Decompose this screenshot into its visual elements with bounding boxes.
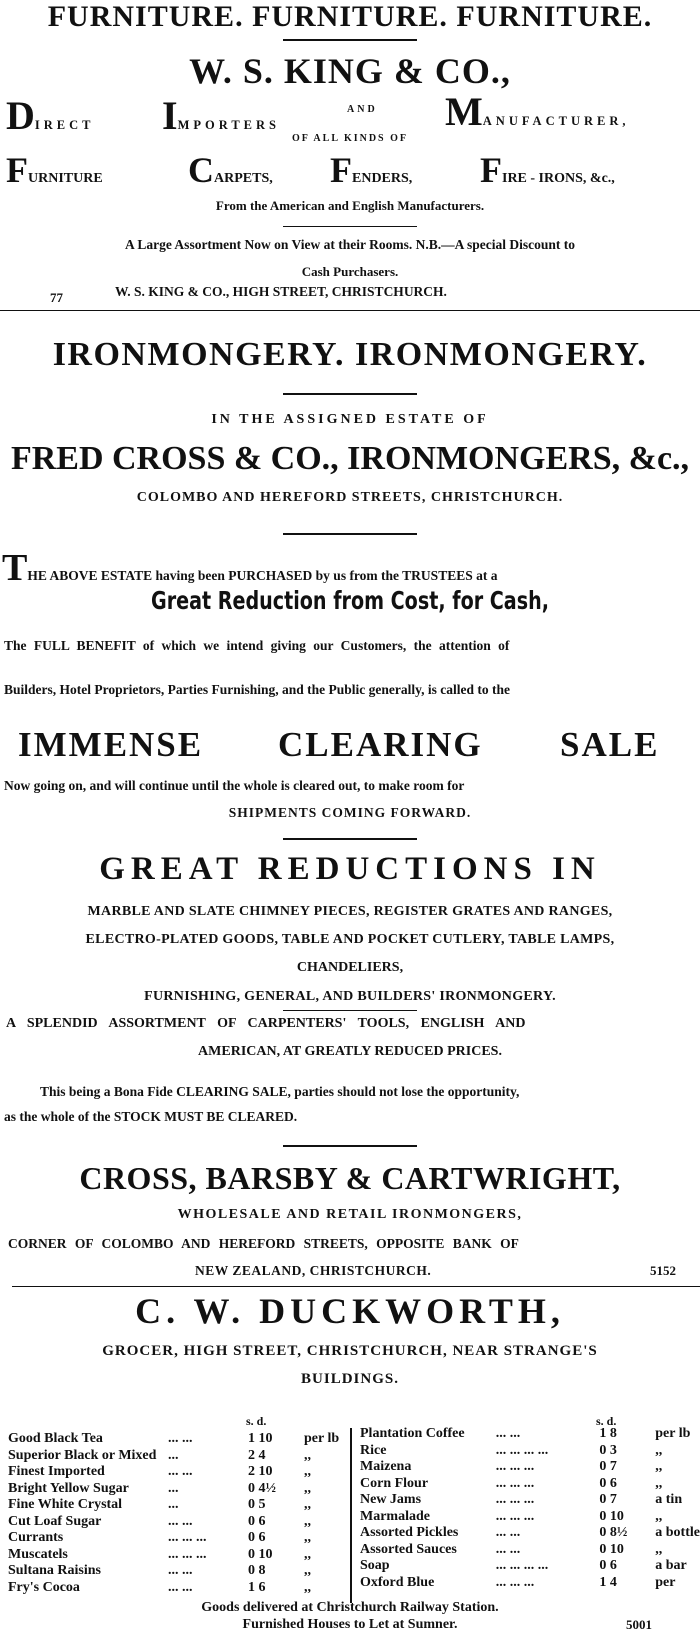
price-row-price: 0 6 [248, 1513, 266, 1529]
price-row [8, 1547, 358, 1564]
price-row-dots: ... ... ... [495, 1492, 535, 1507]
and-word: AND [347, 104, 378, 115]
price-row [360, 1492, 700, 1509]
duckworth-ref: 5001 [626, 1617, 652, 1632]
price-row-price: 0 6 [599, 1558, 617, 1573]
price-row-unit: ,, [304, 1563, 311, 1578]
price-row-name: Currants [8, 1530, 64, 1545]
price-row-price: 0 4½ [248, 1480, 276, 1496]
price-row-name: Assorted Pickles [360, 1525, 459, 1540]
king-assortment: A Large Assortment Now on View at their Rooms. N.B.—A special Discount to [124, 237, 576, 252]
going-on-line: Now going on, and will continue until the whole is cleared out, to make room for [4, 778, 465, 793]
price-row [8, 1514, 358, 1531]
splendid-line-1: A SPLENDID ASSORTMENT OF CARPENTERS' TOOLS, ENGLISH AND [6, 1016, 526, 1031]
price-row-price: 0 8 [248, 1563, 266, 1578]
king-from: From the American and English Manufacturers. [215, 198, 485, 213]
price-row-name: Sultana Raisins [8, 1563, 101, 1578]
iron-headline: IRONMONGERY. IRONMONGERY. [52, 336, 648, 373]
price-row-price: 0 10 [599, 1541, 624, 1557]
corner-line: CORNER OF COLOMBO AND HEREFORD STREETS, OPPOSITE BANK OF [8, 1236, 519, 1251]
fenders-word: FENDERS, [330, 150, 413, 190]
great-reductions-heading: GREAT REDUCTIONS IN [99, 851, 601, 887]
price-row-dots: ... ... ... ... [495, 1442, 549, 1458]
price-row [360, 1525, 700, 1542]
price-row-name: New Jams [360, 1492, 422, 1507]
price-row-dots: ... ... ... [495, 1574, 535, 1590]
price-row-dots: ... [168, 1480, 179, 1496]
king-cash: Cash Purchasers. [301, 264, 399, 279]
money-header-left: s. d. [246, 1414, 267, 1428]
king-firm-name: W. S. KING & CO., [189, 51, 511, 91]
price-row-name: Superior Black or Mixed [8, 1447, 157, 1463]
price-row [360, 1476, 700, 1493]
price-row-dots: ... ... ... [495, 1475, 535, 1491]
price-row-unit: ,, [304, 1579, 311, 1595]
price-row [8, 1580, 358, 1597]
above-estate-line: THE ABOVE ESTATE having been PURCHASED by us from the TRUSTEES at a [2, 547, 498, 589]
price-row-name: Rice [360, 1442, 387, 1458]
price-list-left [8, 1431, 358, 1596]
king-ref: 77 [50, 290, 63, 305]
item-line-2: ELECTRO-PLATED GOODS, TABLE AND POCKET CUTLERY, TABLE LAMPS, [85, 932, 615, 947]
money-header-right: s. d. [596, 1414, 617, 1428]
successor-firm: CROSS, BARSBY & CARTWRIGHT, [79, 1160, 621, 1196]
price-row-name: Soap [360, 1558, 390, 1573]
price-row-dots: ... [168, 1497, 179, 1512]
price-row [360, 1459, 700, 1476]
price-row-price: 0 6 [248, 1530, 266, 1545]
benefit-line: The FULL BENEFIT of which we intend giving our Customers, the attention of [4, 638, 510, 653]
footer-railway: Goods delivered at Christchurch Railway Station. [201, 1600, 499, 1615]
price-row [360, 1575, 700, 1592]
divider [283, 533, 417, 535]
price-row-name: Marmalade [360, 1508, 430, 1524]
price-row-name: Finest Imported [8, 1464, 105, 1479]
item-line-3: CHANDELIERS, [296, 960, 404, 975]
price-row-name: Fine White Crystal [8, 1497, 123, 1512]
price-table-right [360, 1426, 700, 1591]
price-row [360, 1426, 700, 1443]
manufacturer-word: MANUFACTURER, [445, 89, 630, 134]
price-row-price: 0 7 [599, 1459, 617, 1474]
direct-word: DIRECT [6, 93, 95, 138]
price-row-dots: ... ... ... [495, 1508, 535, 1524]
price-row-unit: ,, [655, 1541, 663, 1557]
price-row-price: 0 6 [599, 1475, 617, 1491]
sale-word-clearing: CLEARING [278, 725, 483, 764]
price-row-name: Corn Flour [360, 1475, 429, 1491]
cross-ref: 5152 [650, 1263, 676, 1278]
price-row-name: Bright Yellow Sugar [8, 1480, 129, 1496]
duckworth-line-2: BUILDINGS. [301, 1371, 399, 1387]
price-row-name: Fry's Cocoa [8, 1579, 80, 1595]
price-row-dots: ... ... ... [495, 1459, 535, 1474]
price-row-unit: a bottle [655, 1525, 700, 1540]
assigned-estate: IN THE ASSIGNED ESTATE OF [211, 412, 489, 427]
price-row-unit: ,, [304, 1497, 311, 1512]
price-row-name: Assorted Sauces [360, 1541, 457, 1557]
price-row-unit: ,, [304, 1447, 311, 1463]
cross-firm-name: FRED CROSS & CO., IRONMONGERS, &c., [10, 440, 690, 477]
price-row-dots: ... ... [495, 1541, 521, 1557]
price-row-price: 2 4 [248, 1447, 266, 1463]
furniture-word: FURNITURE [6, 150, 103, 190]
divider [283, 226, 417, 227]
column-divider [350, 1428, 352, 1603]
price-row-price: 2 10 [248, 1464, 273, 1479]
price-row-price: 0 7 [599, 1492, 617, 1507]
price-row-dots: ... [168, 1447, 179, 1463]
price-row [360, 1558, 700, 1575]
price-row-unit: ,, [304, 1513, 311, 1529]
importers-word: IMPORTERS [162, 93, 280, 138]
price-row [8, 1530, 358, 1547]
price-row-name: Plantation Coffee [360, 1426, 465, 1441]
price-row-price: 0 10 [599, 1508, 624, 1524]
price-row-unit: ,, [655, 1459, 663, 1474]
king-headline: FURNITURE. FURNITURE. FURNITURE. [47, 0, 653, 33]
column-divider [12, 1286, 700, 1287]
price-row-price: 0 5 [248, 1497, 266, 1512]
builders-line: Builders, Hotel Proprietors, Parties Furnishing, and the Public generally, is called to the [4, 682, 510, 697]
sale-word-sale: SALE [560, 725, 660, 764]
price-row-price: 0 3 [599, 1442, 617, 1458]
price-row-unit: ,, [304, 1546, 311, 1562]
price-row-dots: ... ... [495, 1525, 521, 1540]
divider [283, 1010, 417, 1011]
price-row-unit: per [655, 1574, 676, 1590]
price-row-dots: ... ... ... [168, 1546, 207, 1562]
duckworth-line-1: GROCER, HIGH STREET, CHRISTCHURCH, NEAR STRANGE'S [102, 1343, 598, 1359]
price-row-name: Muscatels [8, 1546, 68, 1562]
price-row-dots: ... ... [495, 1426, 521, 1441]
splendid-line-2: AMERICAN, AT GREATLY REDUCED PRICES. [198, 1044, 502, 1059]
price-row-unit: ,, [655, 1442, 663, 1458]
duckworth-name: C. W. DUCKWORTH, [135, 1291, 565, 1331]
price-row-price: 1 6 [248, 1579, 266, 1595]
sale-word-immense: IMMENSE [18, 725, 204, 764]
bona-fide-line-2: as the whole of the STOCK MUST BE CLEARED. [4, 1109, 298, 1124]
price-row [8, 1464, 358, 1481]
price-row-price: 1 10 [248, 1431, 273, 1446]
price-row [8, 1481, 358, 1498]
bona-fide-line-1: This being a Bona Fide CLEARING SALE, parties should not lose the opportunity, [40, 1084, 520, 1099]
divider [283, 1145, 417, 1147]
cross-address: COLOMBO AND HEREFORD STREETS, CHRISTCHURCH. [136, 490, 564, 505]
price-row-dots: ... ... ... [168, 1530, 207, 1545]
price-row-dots: ... ... [168, 1464, 193, 1479]
price-table-left [8, 1431, 358, 1596]
price-row-unit: ,, [655, 1508, 663, 1524]
price-row-price: 0 8½ [599, 1525, 628, 1540]
price-row [360, 1542, 700, 1559]
price-row-price: 0 10 [248, 1546, 273, 1562]
column-divider [0, 310, 700, 311]
price-row-unit: a tin [655, 1492, 683, 1507]
price-row-unit: ,, [304, 1480, 311, 1496]
price-row-name: Good Black Tea [8, 1431, 103, 1446]
wholesale-line: WHOLESALE AND RETAIL IRONMONGERS, [177, 1207, 523, 1222]
price-row-unit: ,, [304, 1530, 311, 1545]
price-row-price: 1 4 [599, 1574, 617, 1590]
king-address: W. S. KING & CO., HIGH STREET, CHRISTCHURCH. [115, 284, 447, 299]
price-row [8, 1431, 358, 1448]
price-row-dots: ... ... [168, 1563, 193, 1578]
price-row-unit: a bar [655, 1558, 687, 1573]
fire-irons-word: FIRE - IRONS, &c., [480, 150, 615, 190]
price-row [8, 1563, 358, 1580]
price-row [8, 1448, 358, 1465]
item-line-1: MARBLE AND SLATE CHIMNEY PIECES, REGISTER GRATES AND RANGES, [87, 904, 613, 919]
item-line-4: FURNISHING, GENERAL, AND BUILDERS' IRONMONGERY. [144, 989, 556, 1004]
price-row-dots: ... ... ... ... [495, 1558, 549, 1573]
price-row [360, 1443, 700, 1460]
price-row-unit: ,, [655, 1475, 663, 1491]
price-row-name: Maizena [360, 1459, 412, 1474]
shipments-line: SHIPMENTS COMING FORWARD. [228, 805, 472, 820]
price-row [360, 1509, 700, 1526]
divider [283, 838, 417, 840]
price-row-dots: ... ... [168, 1513, 193, 1529]
price-row-unit: ,, [304, 1464, 311, 1479]
price-row [8, 1497, 358, 1514]
price-row-unit: per lb [304, 1431, 340, 1446]
price-row-name: Oxford Blue [360, 1574, 435, 1590]
price-row-unit: per lb [655, 1426, 691, 1441]
footer-sumner: Furnished Houses to Let at Sumner. [242, 1617, 458, 1632]
price-row-price: 1 8 [599, 1426, 617, 1441]
price-row-dots: ... ... [168, 1431, 193, 1446]
nz-line: NEW ZEALAND, CHRISTCHURCH. [195, 1263, 432, 1278]
divider [283, 393, 417, 395]
price-row-dots: ... ... [168, 1579, 193, 1595]
great-reduction: Great Reduction from Cost, for Cash, [151, 586, 549, 615]
price-row-name: Cut Loaf Sugar [8, 1513, 102, 1529]
divider [283, 39, 417, 41]
of-all-kinds: OF ALL KINDS OF [291, 133, 409, 144]
carpets-word: CARPETS, [188, 150, 273, 190]
price-list-right [360, 1426, 700, 1591]
